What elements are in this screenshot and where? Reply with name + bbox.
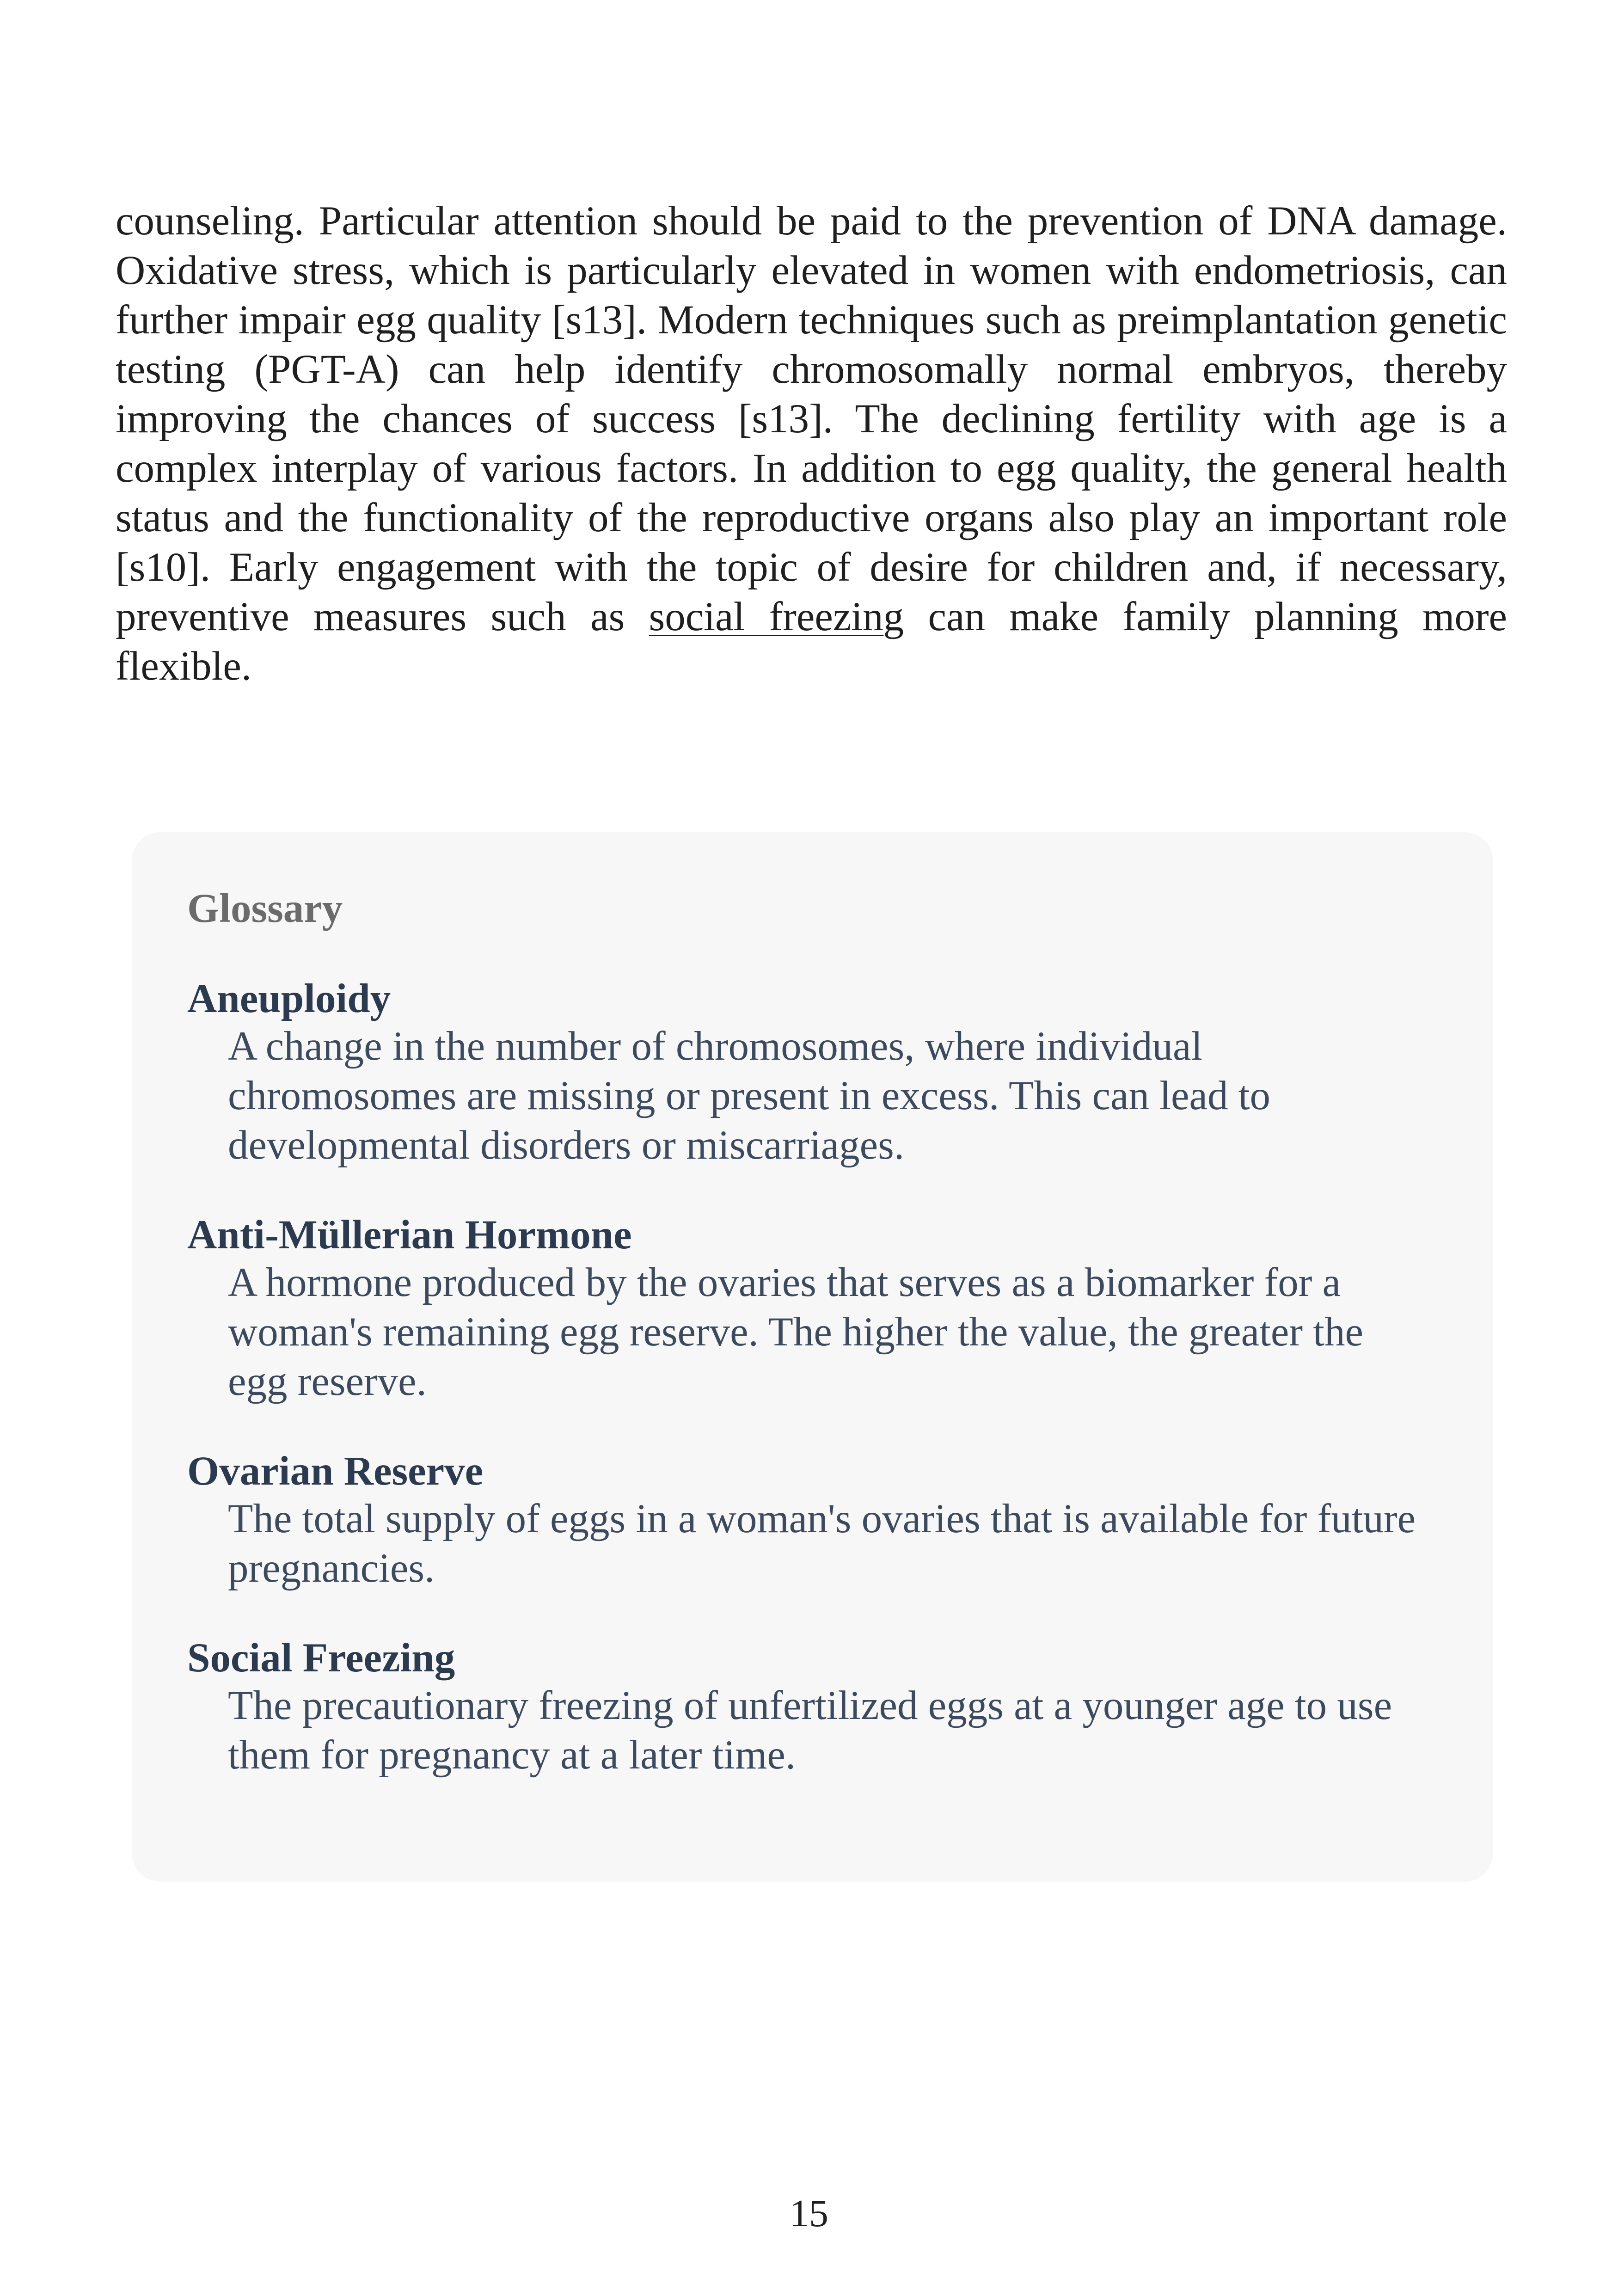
page-number: 15 — [790, 2192, 828, 2235]
glossary-term: Social Freezing — [187, 1635, 455, 1681]
glossary-entry-aneuploidy — [187, 976, 1493, 1170]
glossary-entry-anti-mullerian-hormone — [187, 1212, 1493, 1406]
glossary-definition: The precautionary freezing of unfertilized eggs at a younger age to use them for pregnancy at a later time. — [228, 1683, 1392, 1778]
paragraph-text-after-link: can make family planning more flexible. — [116, 594, 1507, 689]
glossary-definition: A change in the number of chromosomes, where individual chromosomes are missing or present in excess. This can lead to developmental disorders or miscarriages. — [228, 1024, 1270, 1168]
glossary-entry-social-freezing — [187, 1635, 1493, 1780]
glossary-term: Anti-Müllerian Hormone — [187, 1212, 632, 1258]
social-freezing-link[interactable]: social freezing — [649, 594, 904, 639]
glossary-title: Glossary — [187, 886, 343, 931]
glossary-term: Aneuploidy — [187, 976, 391, 1021]
body-paragraph — [116, 196, 1507, 691]
glossary-definition: A hormone produced by the ovaries that serves as a biomarker for a woman's remaining egg reserve. The higher the value, the greater the egg reserve. — [228, 1260, 1363, 1404]
glossary-definition: The total supply of eggs in a woman's ovaries that is available for future pregnancies. — [228, 1496, 1416, 1591]
glossary-term: Ovarian Reserve — [187, 1449, 484, 1494]
glossary-box — [132, 832, 1493, 1882]
paragraph-text-before-link: counseling. Particular attention should be paid to the prevention of DNA damage. Oxidative stress, which is particularly elevated in women with endometriosis, can further impair egg quality [s13]. Modern techniques such as preimplantation genetic testing (PGT-A) can help identify chromosomally normal embryos, thereby improving the chances of success [s13]. The declining fertility with age is a complex interplay of various factors. In addition to egg quality, the general health status and the functionality of the reproductive organs also play an important role [s10]. Early engagement with the topic of desire for children and, if necessary, preventive measures such as — [116, 198, 1507, 639]
glossary-entry-ovarian-reserve — [187, 1448, 1493, 1593]
